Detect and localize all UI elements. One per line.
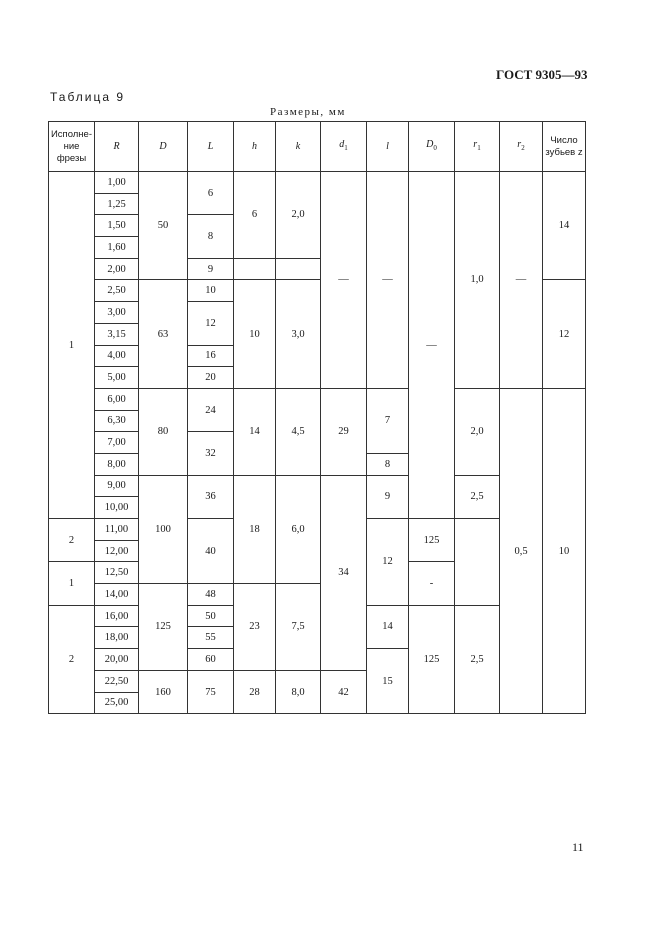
- cell-variant: 1: [49, 562, 95, 605]
- cell-r: 9,00: [95, 475, 139, 497]
- cell-d0: 125: [409, 519, 455, 562]
- cell-l-length: 50: [188, 605, 234, 627]
- cell-l-length: 48: [188, 584, 234, 606]
- cell-r: 22,50: [95, 670, 139, 692]
- cell-l: 15: [367, 649, 409, 714]
- header-d1: $d_1$: [321, 122, 367, 172]
- cell-r1: 2,5: [455, 605, 500, 713]
- cell-r: 2,00: [95, 258, 139, 280]
- cell-r: 8,00: [95, 453, 139, 475]
- cell-r: 6,30: [95, 410, 139, 432]
- cell-d0: -: [409, 562, 455, 605]
- cell-l: 14: [367, 605, 409, 648]
- cell-k: 4,5: [276, 388, 321, 475]
- cell-l-length: 75: [188, 670, 234, 713]
- header-l-length: L: [188, 122, 234, 172]
- cell-k: 6,0: [276, 475, 321, 583]
- cell-r: 10,00: [95, 497, 139, 519]
- cell-r: 4,00: [95, 345, 139, 367]
- cell-h: 28: [234, 670, 276, 713]
- cell-r: 20,00: [95, 649, 139, 671]
- cell-d1: 29: [321, 388, 367, 475]
- table-row: [49, 172, 586, 194]
- cell-r: 3,00: [95, 302, 139, 324]
- cell-d: 160: [139, 670, 188, 713]
- header-d0: $D_0$: [409, 122, 455, 172]
- cell-r: 6,00: [95, 388, 139, 410]
- cell-r: 7,00: [95, 432, 139, 454]
- document-code: ГОСТ 9305—93: [496, 67, 588, 82]
- cell-k: 3,0: [276, 280, 321, 388]
- table-row: [49, 388, 586, 410]
- cell-d1: 34: [321, 475, 367, 670]
- cell-l-length: 6: [188, 172, 234, 215]
- cell-teeth-count: 14: [543, 172, 586, 280]
- cell-d: 125: [139, 584, 188, 671]
- cell-l-length: 32: [188, 432, 234, 475]
- header-variant: Исполне-ние фрезы: [49, 122, 95, 172]
- cell-k: 2,0: [276, 172, 321, 259]
- cell-r: 12,00: [95, 540, 139, 562]
- cell-r: 12,50: [95, 562, 139, 584]
- cell-r: 5,00: [95, 367, 139, 389]
- cell-l-length: 60: [188, 649, 234, 671]
- header-r2: $r_2$: [500, 122, 543, 172]
- cell-r: 11,00: [95, 519, 139, 541]
- cell-l-length: 20: [188, 367, 234, 389]
- cell-variant: 2: [49, 519, 95, 562]
- header-h: h: [234, 122, 276, 172]
- cell-h: 23: [234, 584, 276, 671]
- dimensions-note: Размеры, мм: [270, 106, 346, 118]
- header-r1: $r_1$: [455, 122, 500, 172]
- cell-l: 7: [367, 388, 409, 453]
- header-d: D: [139, 122, 188, 172]
- cell-teeth-count: 10: [543, 388, 586, 713]
- cell-h: 10: [234, 280, 276, 388]
- cell-r2: —: [500, 172, 543, 389]
- cell-d0: 125: [409, 605, 455, 713]
- cell-l-length: 40: [188, 519, 234, 584]
- header-k: k: [276, 122, 321, 172]
- cell-r1: 1,0: [455, 172, 500, 389]
- cell-r: 14,00: [95, 584, 139, 606]
- cell-d1: 42: [321, 670, 367, 713]
- cell-l-length: 12: [188, 302, 234, 345]
- cell-l-length: 16: [188, 345, 234, 367]
- cell-d: 63: [139, 280, 188, 388]
- cell-d: 80: [139, 388, 188, 475]
- cell-r: 16,00: [95, 605, 139, 627]
- cell-l-length: 10: [188, 280, 234, 302]
- cell-d: 50: [139, 172, 188, 280]
- cell-r1: [455, 519, 500, 606]
- cell-l: —: [367, 172, 409, 389]
- cell-l-length: 55: [188, 627, 234, 649]
- cell-k: [276, 258, 321, 280]
- cell-d: 100: [139, 475, 188, 583]
- cell-r1: 2,0: [455, 388, 500, 475]
- cell-h: 6: [234, 172, 276, 259]
- cell-r: 1,25: [95, 193, 139, 215]
- cell-r: 2,50: [95, 280, 139, 302]
- cell-r: 3,15: [95, 323, 139, 345]
- cell-h: 14: [234, 388, 276, 475]
- cell-k: 7,5: [276, 584, 321, 671]
- cell-r: 1,60: [95, 237, 139, 259]
- dimensions-table: [48, 121, 586, 714]
- cell-l: 12: [367, 519, 409, 606]
- cell-r: 25,00: [95, 692, 139, 714]
- cell-r: 1,50: [95, 215, 139, 237]
- cell-h: [234, 258, 276, 280]
- header-r: R: [95, 122, 139, 172]
- cell-d0: —: [409, 172, 455, 519]
- cell-r: 1,00: [95, 172, 139, 194]
- header-teeth-count: Число зубьев z: [543, 122, 586, 172]
- header-l: l: [367, 122, 409, 172]
- page-number: 11: [572, 840, 584, 854]
- cell-d1: —: [321, 172, 367, 389]
- table-name: Таблица 9: [50, 90, 126, 104]
- cell-r: 18,00: [95, 627, 139, 649]
- cell-teeth-count: 12: [543, 280, 586, 388]
- cell-k: 8,0: [276, 670, 321, 713]
- cell-r1: 2,5: [455, 475, 500, 518]
- cell-l: 9: [367, 475, 409, 518]
- cell-r2: 0,5: [500, 388, 543, 713]
- cell-variant: 1: [49, 172, 95, 519]
- cell-l-length: 36: [188, 475, 234, 518]
- cell-variant: 2: [49, 605, 95, 713]
- cell-l-length: 9: [188, 258, 234, 280]
- cell-l: 8: [367, 453, 409, 475]
- cell-l-length: 8: [188, 215, 234, 258]
- table-header-row: [49, 122, 586, 172]
- cell-h: 18: [234, 475, 276, 583]
- cell-l-length: 24: [188, 388, 234, 431]
